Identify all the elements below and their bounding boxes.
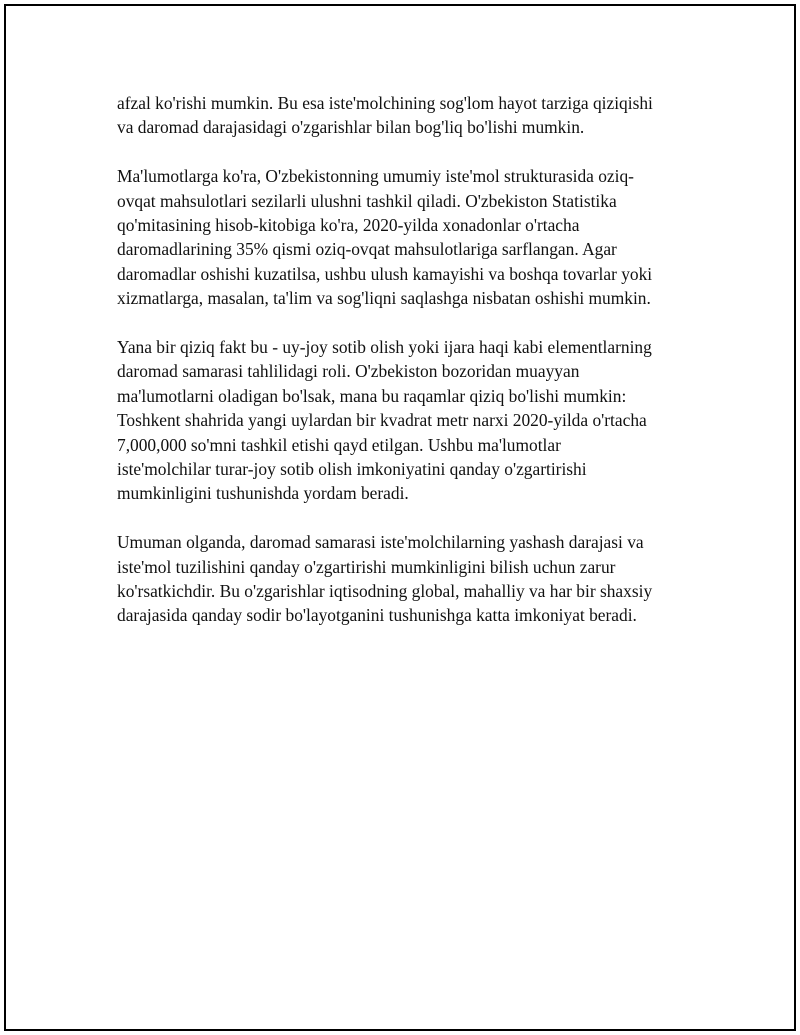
document-body [117,91,687,652]
paragraph-4: Umuman olganda, daromad samarasi iste'molchilarning yashash darajasi va iste'mol tuzilishini qanday o'zgartirishi mumkinligini bilish uchun zarur ko'rsatkichdir. Bu o'zgarishlar iqtisodning global, mahalliy va har bir shaxsiy darajasida qanday sodir bo'layotganini tushunishga katta imkoniyat beradi. [117,532,653,626]
paragraph-3: Yana bir qiziq fakt bu - uy-joy sotib olish yoki ijara haqi kabi elementlarning daromad samarasi tahlilidagi roli. O'zbekiston bozoridan muayyan ma'lumotlarni oladigan bo'lsak, mana bu raqamlar qiziq bo'lishi mumkin: Toshkent shahrida yangi uylardan bir kvadrat metr narxi 2020-yilda o'rtacha 7,000,000 so'mni tashkil etishi qayd etilgan. Ushbu ma'lumotlar iste'molchilar turar-joy sotib olish imkoniyatini qanday o'zgartirishi mumkinligini tushunishda yordam beradi. [117,337,652,504]
paragraph-2: Ma'lumotlarga ko'ra, O'zbekistonning umumiy iste'mol strukturasida oziq- ovqat mahsulotlari sezilarli ulushni tashkil qiladi. O'zbekiston Statistika qo'mitasining hisob-kitobiga ko'ra, 2020-yilda xonadonlar o'rtacha daromadlarining 35% qismi oziq-ovqat mahsulotlariga sarflangan. Agar daromadlar oshishi kuzatilsa, ushbu ulush kamayishi va boshqa tovarlar yoki xizmatlarga, masalan, ta'lim va sog'liqni saqlashga nisbatan oshishi mumkin. [117,166,653,309]
paragraph-1: afzal ko'rishi mumkin. Bu esa iste'molchining sog'lom hayot tarziga qiziqishi va daromad darajasidagi o'zgarishlar bilan bog'liq bo'lishi mumkin. [117,93,653,138]
